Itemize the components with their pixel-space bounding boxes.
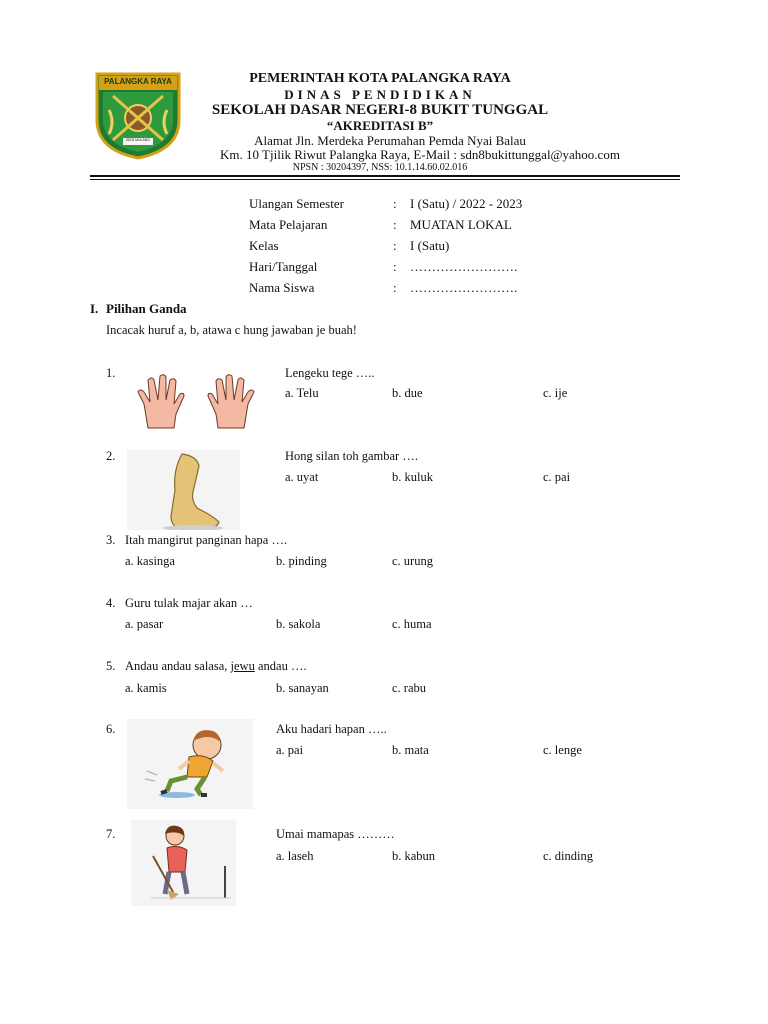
info-label: Hari/Tanggal — [249, 259, 318, 274]
option-a[interactable]: a. Telu — [285, 386, 319, 400]
section-instruction: Incacak huruf a, b, atawa c hung jawaban je buah! — [106, 323, 357, 337]
question-text: Guru tulak majar akan … — [125, 596, 253, 610]
section-number: I. — [90, 301, 99, 316]
option-c[interactable]: c. huma — [392, 617, 432, 631]
question-text-part: andau …. — [254, 659, 307, 673]
option-c[interactable]: c. pai — [543, 470, 571, 484]
question-text — [125, 659, 307, 674]
header-government: PEMERINTAH KOTA PALANGKA RAYA — [249, 71, 511, 86]
info-colon: : — [393, 238, 397, 253]
info-label: Kelas — [249, 238, 279, 253]
info-value: I (Satu) — [410, 238, 450, 253]
info-value: I (Satu) / 2022 - 2023 — [410, 196, 523, 211]
info-label: Mata Pelajaran — [249, 217, 328, 232]
question-number: 6. — [106, 722, 116, 736]
leg-foot-picture — [127, 450, 240, 530]
option-b[interactable]: b. sakola — [276, 617, 321, 631]
info-value: MUATAN LOKAL — [410, 217, 512, 232]
question-number: 2. — [106, 449, 116, 463]
option-b[interactable]: b. sanayan — [276, 681, 329, 695]
running-boy-picture — [127, 719, 253, 809]
hands-picture — [134, 370, 258, 432]
header-address-line1: Alamat Jln. Merdeka Perumahan Pemda Nyai Balau — [254, 133, 526, 148]
info-colon: : — [393, 280, 397, 295]
header-address-line2: Km. 10 Tjilik Riwut Palangka Raya, E-Mail : sdn8bukittunggal@yahoo.com — [220, 147, 620, 162]
header-school-name: SEKOLAH DASAR NEGERI-8 BUKIT TUNGGAL — [211, 102, 549, 118]
option-b[interactable]: b. mata — [392, 743, 429, 757]
header-department: DINAS PENDIDIKAN — [284, 87, 476, 102]
option-b[interactable]: b. pinding — [276, 554, 327, 568]
option-c[interactable]: c. urung — [392, 554, 433, 568]
question-number: 3. — [106, 533, 116, 547]
option-a[interactable]: a. uyat — [285, 470, 319, 484]
option-c[interactable]: c. lenge — [543, 743, 582, 757]
question-number: 5. — [106, 659, 116, 673]
question-text: Hong silan toh gambar …. — [285, 449, 418, 463]
info-value: ……………………. — [410, 259, 518, 274]
question-text-part: Andau andau salasa, — [125, 659, 231, 673]
option-c[interactable]: c. rabu — [392, 681, 427, 695]
question-number: 4. — [106, 596, 116, 610]
logo-banner-text: ISEN MULANG — [125, 138, 151, 142]
option-a[interactable]: a. kasinga — [125, 554, 175, 568]
option-c[interactable]: c. dinding — [543, 849, 593, 863]
info-colon: : — [393, 196, 397, 211]
info-label: Nama Siswa — [249, 280, 315, 295]
option-a[interactable]: a. kamis — [125, 681, 167, 695]
option-a[interactable]: a. pasar — [125, 617, 164, 631]
question-text: Aku hadari hapan ….. — [276, 722, 387, 736]
option-c[interactable]: c. ije — [543, 386, 568, 400]
question-number: 7. — [106, 827, 116, 841]
logo-title-text: PALANGKA RAYA — [104, 77, 172, 86]
info-value: ……………………. — [410, 280, 518, 295]
option-a[interactable]: a. laseh — [276, 849, 314, 863]
question-text: Itah mangirut panginan hapa …. — [125, 533, 288, 547]
question-number: 1. — [106, 366, 116, 380]
question-text-underlined: jewu — [230, 659, 255, 673]
question-text: Umai mamapas ……… — [276, 827, 395, 841]
header-divider-thick — [90, 175, 680, 177]
header-divider-thin — [90, 179, 680, 180]
header-accreditation: “AKREDITASI B” — [326, 118, 434, 133]
question-text: Lengeku tege ….. — [285, 366, 375, 380]
info-label: Ulangan Semester — [249, 196, 344, 211]
option-b[interactable]: b. kuluk — [392, 470, 433, 484]
section-title: Pilihan Ganda — [106, 301, 187, 316]
option-a[interactable]: a. pai — [276, 743, 304, 757]
option-b[interactable]: b. kabun — [392, 849, 436, 863]
info-colon: : — [393, 217, 397, 232]
info-colon: : — [393, 259, 397, 274]
option-b[interactable]: b. due — [392, 386, 423, 400]
header-npsn: NPSN : 30204397, NSS: 10.1.14.60.02.016 — [292, 162, 468, 173]
sweeping-woman-picture — [131, 820, 236, 906]
